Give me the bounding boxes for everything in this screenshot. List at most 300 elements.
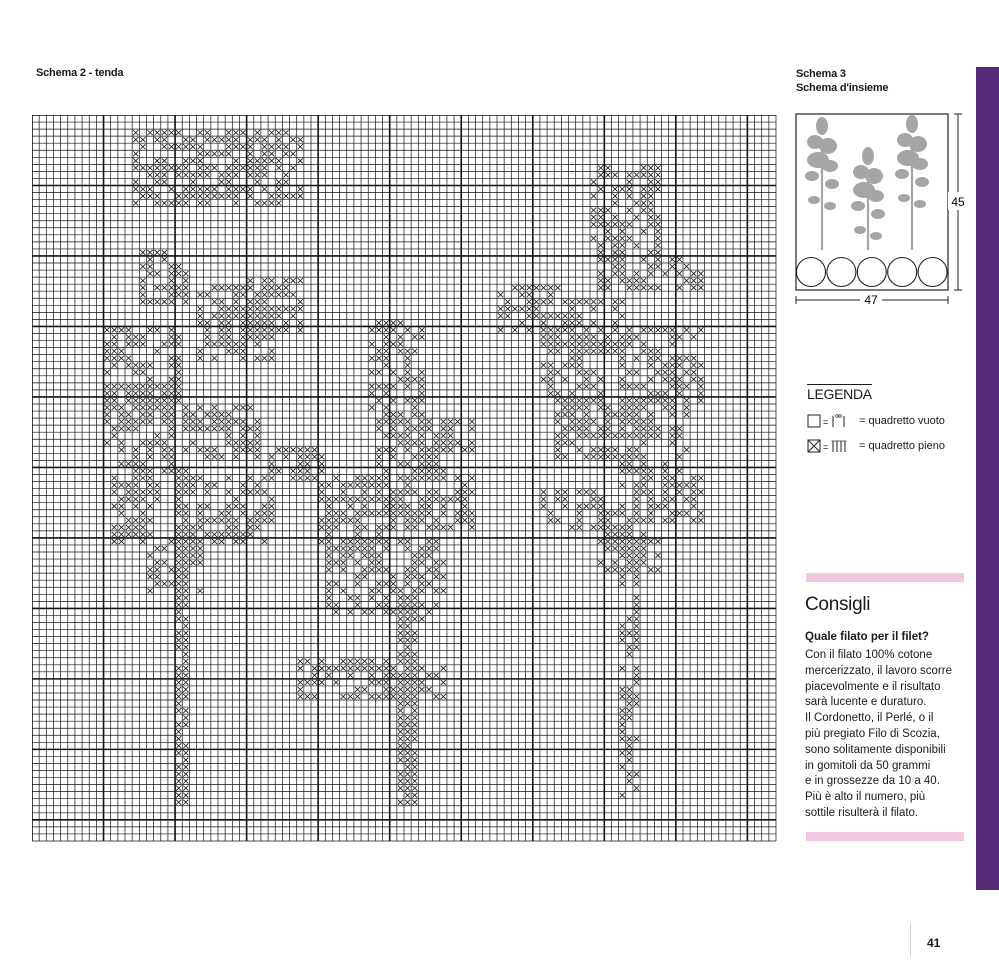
filled-cell bbox=[112, 384, 117, 389]
filled-cell bbox=[419, 335, 424, 340]
filled-cell bbox=[627, 285, 632, 290]
filled-cell bbox=[412, 454, 417, 459]
filled-cell bbox=[198, 553, 203, 558]
filled-cell bbox=[183, 786, 188, 791]
filled-cell bbox=[355, 602, 360, 607]
filled-cell bbox=[198, 356, 203, 361]
filled-cell bbox=[591, 525, 596, 530]
filled-cell bbox=[434, 454, 439, 459]
filled-cell bbox=[627, 384, 632, 389]
filled-cell bbox=[233, 313, 238, 318]
filled-cell bbox=[462, 447, 467, 452]
filled-cell bbox=[620, 764, 625, 769]
filled-cell bbox=[627, 645, 632, 650]
filled-cell bbox=[426, 539, 431, 544]
filled-cell bbox=[384, 320, 389, 325]
filled-cell bbox=[176, 602, 181, 607]
filled-cell bbox=[663, 497, 668, 502]
filled-cell bbox=[591, 299, 596, 304]
filled-cell bbox=[369, 391, 374, 396]
filled-cell bbox=[412, 722, 417, 727]
filled-cell bbox=[534, 306, 539, 311]
filled-cell bbox=[198, 130, 203, 135]
filled-cell bbox=[205, 426, 210, 431]
filled-cell bbox=[598, 539, 603, 544]
filled-cell bbox=[455, 511, 460, 516]
filled-cell bbox=[376, 567, 381, 572]
filled-cell bbox=[548, 292, 553, 297]
filled-cell bbox=[162, 158, 167, 163]
filled-cell bbox=[677, 271, 682, 276]
filled-cell bbox=[183, 483, 188, 488]
filled-cell bbox=[577, 320, 582, 325]
filled-cell bbox=[584, 377, 589, 382]
filled-cell bbox=[369, 370, 374, 375]
filled-cell bbox=[291, 306, 296, 311]
filled-cell bbox=[434, 518, 439, 523]
filled-cell bbox=[183, 624, 188, 629]
filled-cell bbox=[620, 553, 625, 558]
filled-cell bbox=[641, 194, 646, 199]
filled-cell bbox=[362, 666, 367, 671]
filled-cell bbox=[341, 694, 346, 699]
filled-cell bbox=[405, 772, 410, 777]
filled-cell bbox=[663, 271, 668, 276]
filled-cell bbox=[469, 426, 474, 431]
filled-cell bbox=[627, 278, 632, 283]
filled-cell bbox=[648, 356, 653, 361]
filled-cell bbox=[391, 327, 396, 332]
filled-cell bbox=[248, 194, 253, 199]
filled-cell bbox=[405, 433, 410, 438]
filled-cell bbox=[355, 574, 360, 579]
filled-cell bbox=[348, 666, 353, 671]
filled-cell bbox=[262, 151, 267, 156]
filled-cell bbox=[262, 172, 267, 177]
filled-cell bbox=[376, 356, 381, 361]
filled-cell bbox=[412, 736, 417, 741]
filled-cell bbox=[147, 468, 152, 473]
filled-cell bbox=[183, 750, 188, 755]
filled-cell bbox=[405, 694, 410, 699]
filled-cell bbox=[362, 539, 367, 544]
filled-cell bbox=[183, 158, 188, 163]
filled-cell bbox=[398, 475, 403, 480]
filled-cell bbox=[341, 546, 346, 551]
filled-cell bbox=[183, 172, 188, 177]
filled-cell bbox=[391, 609, 396, 614]
filled-cell bbox=[369, 560, 374, 565]
filled-cell bbox=[412, 729, 417, 734]
filled-cell bbox=[441, 447, 446, 452]
filled-cell bbox=[398, 750, 403, 755]
filled-cell bbox=[219, 342, 224, 347]
filled-cell bbox=[176, 722, 181, 727]
filled-cell bbox=[183, 186, 188, 191]
filled-cell bbox=[248, 186, 253, 191]
filled-cell bbox=[605, 511, 610, 516]
filled-cell bbox=[255, 356, 260, 361]
filled-cell bbox=[648, 172, 653, 177]
filled-cell bbox=[412, 800, 417, 805]
filled-cell bbox=[620, 454, 625, 459]
filled-cell bbox=[147, 377, 152, 382]
filled-cell bbox=[612, 186, 617, 191]
filled-cell bbox=[627, 461, 632, 466]
filled-cell bbox=[398, 419, 403, 424]
filled-cell bbox=[648, 377, 653, 382]
filled-cell bbox=[663, 391, 668, 396]
filled-cell bbox=[233, 525, 238, 530]
filled-cell bbox=[398, 729, 403, 734]
filled-cell bbox=[262, 539, 267, 544]
filled-cell bbox=[376, 475, 381, 480]
filled-cell bbox=[641, 201, 646, 206]
filled-cell bbox=[147, 271, 152, 276]
filled-cell bbox=[634, 624, 639, 629]
filled-cell bbox=[570, 419, 575, 424]
filled-cell bbox=[119, 356, 124, 361]
filled-cell bbox=[333, 525, 338, 530]
filled-cell bbox=[426, 546, 431, 551]
filled-cell bbox=[384, 497, 389, 502]
tips-bottom-rule bbox=[806, 832, 964, 841]
filled-cell bbox=[119, 426, 124, 431]
filled-cell bbox=[291, 194, 296, 199]
filled-cell bbox=[248, 490, 253, 495]
filled-cell bbox=[376, 539, 381, 544]
filled-cell bbox=[591, 490, 596, 495]
filled-cell bbox=[369, 595, 374, 600]
filled-cell bbox=[105, 356, 110, 361]
filled-cell bbox=[269, 158, 274, 163]
filled-cell bbox=[140, 384, 145, 389]
filled-cell bbox=[419, 454, 424, 459]
filled-cell bbox=[434, 525, 439, 530]
filled-cell bbox=[341, 518, 346, 523]
filled-cell bbox=[169, 405, 174, 410]
filled-cell bbox=[562, 342, 567, 347]
filled-cell bbox=[405, 652, 410, 657]
filled-cell bbox=[248, 165, 253, 170]
filled-cell bbox=[169, 186, 174, 191]
filled-cell bbox=[198, 349, 203, 354]
filled-cell bbox=[627, 772, 632, 777]
filled-cell bbox=[369, 539, 374, 544]
filled-cell bbox=[663, 370, 668, 375]
filled-cell bbox=[140, 165, 145, 170]
filled-cell bbox=[598, 426, 603, 431]
filled-cell bbox=[176, 468, 181, 473]
filled-cell bbox=[398, 511, 403, 516]
filled-cell bbox=[169, 468, 174, 473]
filled-cell bbox=[147, 454, 152, 459]
filled-cell bbox=[655, 215, 660, 220]
filled-cell bbox=[326, 532, 331, 537]
filled-cell bbox=[648, 194, 653, 199]
filled-cell bbox=[670, 511, 675, 516]
filled-cell bbox=[691, 370, 696, 375]
filled-cell bbox=[405, 581, 410, 586]
filled-cell bbox=[620, 222, 625, 227]
filled-cell bbox=[620, 567, 625, 572]
filled-cell bbox=[648, 475, 653, 480]
filled-cell bbox=[555, 335, 560, 340]
filled-cell bbox=[648, 285, 653, 290]
filled-cell bbox=[598, 342, 603, 347]
filled-cell bbox=[384, 694, 389, 699]
filled-cell bbox=[620, 313, 625, 318]
filled-cell bbox=[226, 426, 231, 431]
filled-cell bbox=[240, 320, 245, 325]
filled-cell bbox=[298, 687, 303, 692]
filled-cell bbox=[176, 574, 181, 579]
filled-cell bbox=[140, 370, 145, 375]
filled-cell bbox=[226, 518, 231, 523]
filled-cell bbox=[627, 567, 632, 572]
filled-cell bbox=[419, 433, 424, 438]
filled-cell bbox=[183, 412, 188, 417]
filled-cell bbox=[283, 151, 288, 156]
filled-cell bbox=[198, 201, 203, 206]
filled-cell bbox=[405, 764, 410, 769]
filled-cell bbox=[198, 172, 203, 177]
filled-cell bbox=[226, 285, 231, 290]
filled-cell bbox=[362, 475, 367, 480]
filled-cell bbox=[219, 426, 224, 431]
filled-cell bbox=[248, 151, 253, 156]
filled-cell bbox=[262, 306, 267, 311]
filled-cell bbox=[190, 186, 195, 191]
filled-cell bbox=[620, 243, 625, 248]
filled-cell bbox=[233, 299, 238, 304]
filled-cell bbox=[412, 772, 417, 777]
filled-cell bbox=[298, 186, 303, 191]
filled-cell bbox=[398, 652, 403, 657]
filled-cell bbox=[512, 306, 517, 311]
filet-chart bbox=[32, 115, 777, 842]
svg-text:=: = bbox=[823, 442, 829, 452]
filled-cell bbox=[276, 179, 281, 184]
filled-cell bbox=[226, 335, 231, 340]
filled-cell bbox=[620, 504, 625, 509]
filled-cell bbox=[305, 475, 310, 480]
filled-cell bbox=[155, 497, 160, 502]
filled-cell bbox=[405, 743, 410, 748]
filled-cell bbox=[627, 736, 632, 741]
filled-cell bbox=[384, 433, 389, 438]
filled-cell bbox=[598, 518, 603, 523]
filled-cell bbox=[212, 186, 217, 191]
filled-cell bbox=[655, 250, 660, 255]
filled-cell bbox=[398, 624, 403, 629]
filled-cell bbox=[670, 327, 675, 332]
filled-cell bbox=[655, 285, 660, 290]
filled-cell bbox=[133, 483, 138, 488]
filled-cell bbox=[255, 201, 260, 206]
filled-cell bbox=[198, 504, 203, 509]
filled-cell bbox=[133, 426, 138, 431]
filled-cell bbox=[133, 497, 138, 502]
filled-cell bbox=[140, 412, 145, 417]
filled-cell bbox=[169, 539, 174, 544]
filled-cell bbox=[605, 454, 610, 459]
filled-cell bbox=[112, 363, 117, 368]
filled-cell bbox=[176, 793, 181, 798]
filled-cell bbox=[348, 518, 353, 523]
filled-cell bbox=[577, 398, 582, 403]
filled-cell bbox=[648, 271, 653, 276]
filled-cell bbox=[176, 532, 181, 537]
filled-cell bbox=[198, 518, 203, 523]
filled-cell bbox=[369, 673, 374, 678]
filled-cell bbox=[391, 384, 396, 389]
filled-cell bbox=[233, 201, 238, 206]
filled-cell bbox=[455, 497, 460, 502]
filled-cell bbox=[298, 320, 303, 325]
schema2-title: Schema 2 - tenda bbox=[36, 67, 124, 79]
filled-cell bbox=[355, 497, 360, 502]
filled-cell bbox=[147, 257, 152, 262]
filled-cell bbox=[169, 391, 174, 396]
filled-cell bbox=[620, 468, 625, 473]
filled-cell bbox=[333, 518, 338, 523]
filled-cell bbox=[541, 377, 546, 382]
filled-cell bbox=[634, 490, 639, 495]
filled-cell bbox=[326, 539, 331, 544]
filled-cell bbox=[419, 511, 424, 516]
filled-cell bbox=[255, 440, 260, 445]
overview-flowers bbox=[805, 115, 929, 250]
filled-cell bbox=[627, 342, 632, 347]
filled-cell bbox=[155, 285, 160, 290]
filled-cell bbox=[326, 553, 331, 558]
filled-cell bbox=[405, 595, 410, 600]
filled-cell bbox=[233, 454, 238, 459]
filled-cell bbox=[283, 454, 288, 459]
filled-cell bbox=[147, 130, 152, 135]
filled-cell bbox=[233, 532, 238, 537]
filled-cell bbox=[162, 250, 167, 255]
filled-cell bbox=[634, 680, 639, 685]
filled-cell bbox=[562, 299, 567, 304]
filled-cell bbox=[205, 483, 210, 488]
filled-cell bbox=[219, 194, 224, 199]
filled-cell bbox=[140, 391, 145, 396]
filled-cell bbox=[419, 616, 424, 621]
filled-cell bbox=[276, 447, 281, 452]
filled-cell bbox=[262, 504, 267, 509]
filled-cell bbox=[419, 475, 424, 480]
filled-cell bbox=[405, 687, 410, 692]
filled-cell bbox=[269, 151, 274, 156]
filled-cell bbox=[598, 377, 603, 382]
filled-cell bbox=[598, 391, 603, 396]
filled-cell bbox=[434, 567, 439, 572]
filled-cell bbox=[591, 454, 596, 459]
filled-cell bbox=[541, 313, 546, 318]
filled-cell bbox=[369, 666, 374, 671]
filled-cell bbox=[205, 172, 210, 177]
filled-cell bbox=[162, 440, 167, 445]
filled-cell bbox=[598, 271, 603, 276]
filled-cell bbox=[598, 215, 603, 220]
filled-cell bbox=[384, 581, 389, 586]
filled-cell bbox=[527, 306, 532, 311]
filled-cell bbox=[620, 419, 625, 424]
filled-cell bbox=[147, 447, 152, 452]
filled-cell bbox=[584, 490, 589, 495]
filled-cell bbox=[384, 363, 389, 368]
filled-cell bbox=[627, 335, 632, 340]
filled-cell bbox=[655, 172, 660, 177]
filled-cell bbox=[584, 426, 589, 431]
filled-cell bbox=[620, 539, 625, 544]
filled-cell bbox=[584, 412, 589, 417]
filled-cell bbox=[355, 511, 360, 516]
filled-cell bbox=[398, 800, 403, 805]
filled-cell bbox=[412, 475, 417, 480]
filled-cell bbox=[627, 419, 632, 424]
filled-cell bbox=[670, 363, 675, 368]
filled-cell bbox=[240, 327, 245, 332]
filled-cell bbox=[555, 313, 560, 318]
filled-cell bbox=[219, 511, 224, 516]
filled-cell bbox=[376, 483, 381, 488]
filled-cell bbox=[105, 405, 110, 410]
filled-cell bbox=[620, 483, 625, 488]
filled-cell bbox=[627, 405, 632, 410]
filled-cell bbox=[162, 546, 167, 551]
filled-cell bbox=[405, 511, 410, 516]
filled-cell bbox=[140, 475, 145, 480]
filled-cell bbox=[140, 342, 145, 347]
filled-cell bbox=[219, 412, 224, 417]
filled-cell bbox=[405, 546, 410, 551]
filled-cell bbox=[634, 483, 639, 488]
filled-cell bbox=[212, 285, 217, 290]
filled-cell bbox=[605, 229, 610, 234]
filled-cell bbox=[240, 511, 245, 516]
filled-cell bbox=[276, 201, 281, 206]
filled-cell bbox=[684, 405, 689, 410]
filled-cell bbox=[441, 440, 446, 445]
filled-cell bbox=[133, 475, 138, 480]
filled-cell bbox=[147, 165, 152, 170]
filled-cell bbox=[655, 179, 660, 184]
filled-cell bbox=[426, 454, 431, 459]
filled-cell bbox=[527, 292, 532, 297]
filled-cell bbox=[133, 151, 138, 156]
filled-cell bbox=[155, 158, 160, 163]
filled-cell bbox=[226, 130, 231, 135]
filled-cell bbox=[226, 179, 231, 184]
filled-cell bbox=[691, 518, 696, 523]
filled-cell bbox=[663, 483, 668, 488]
filled-cell bbox=[248, 285, 253, 290]
filled-cell bbox=[670, 264, 675, 269]
filled-cell bbox=[405, 750, 410, 755]
filled-cell bbox=[691, 271, 696, 276]
filled-cell bbox=[641, 229, 646, 234]
filled-cell bbox=[283, 179, 288, 184]
filled-cell bbox=[212, 137, 217, 142]
filled-cell bbox=[570, 398, 575, 403]
filled-cell bbox=[169, 144, 174, 149]
filled-cell bbox=[126, 335, 131, 340]
filled-cell bbox=[598, 278, 603, 283]
filled-cell bbox=[155, 433, 160, 438]
